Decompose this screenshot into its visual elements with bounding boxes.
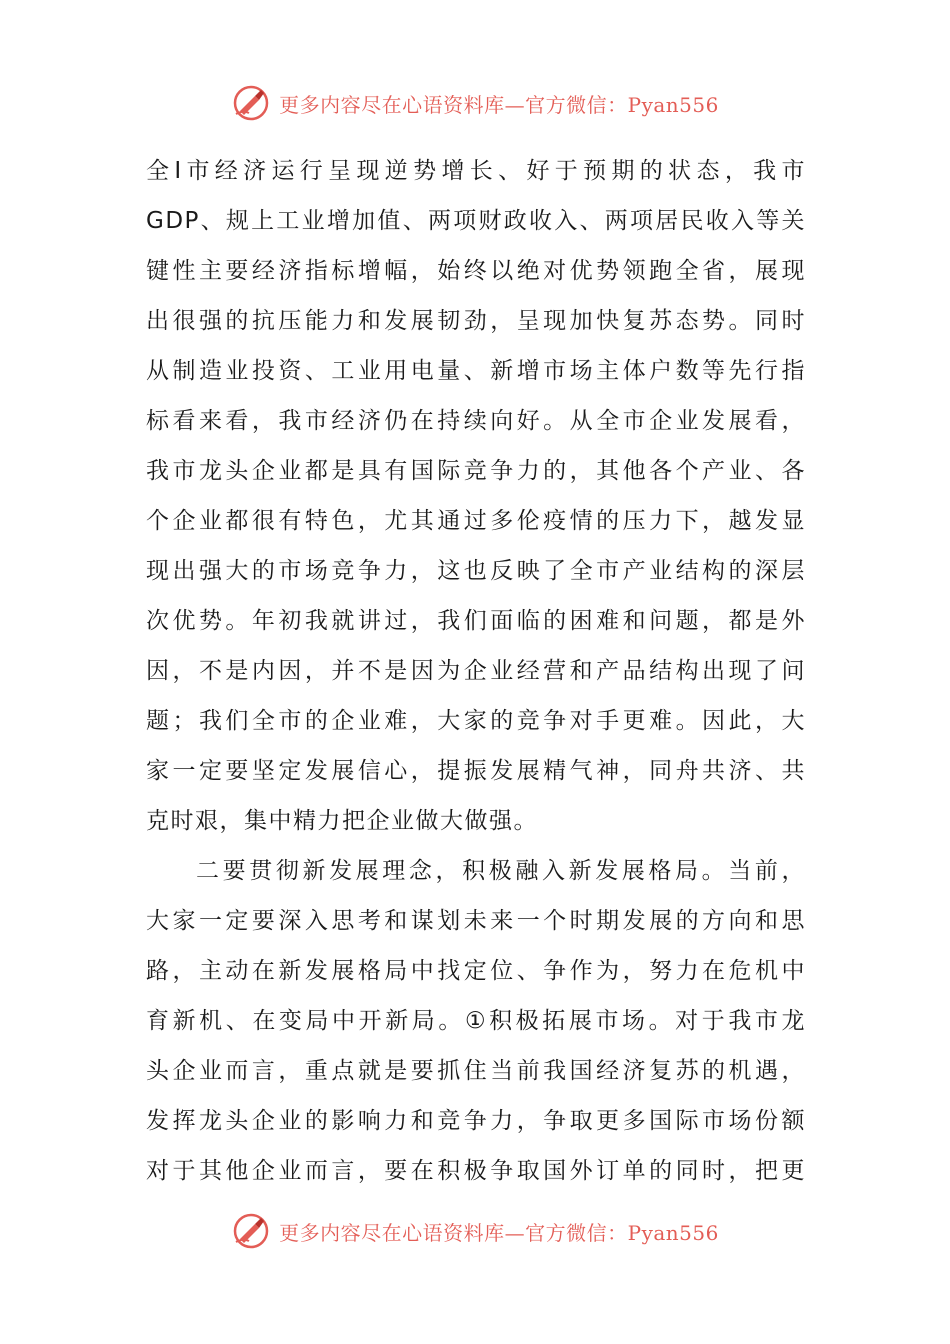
text-line: 出很强的抗压能力和发展韧劲，呈现加快复苏态势。同时 bbox=[146, 308, 806, 334]
text-line: 发挥龙头企业的影响力和竞争力，争取更多国际市场份额 bbox=[146, 1108, 806, 1134]
text-line: GDP、规上工业增加值、两项财政收入、两项居民收入等关 bbox=[146, 208, 806, 234]
text-line: 家一定要坚定发展信心，提振发展精气神，同舟共济、共 bbox=[146, 758, 806, 784]
header-watermark bbox=[0, 78, 950, 128]
text-line: 育新机、在变局中开新局。①积极拓展市场。对于我市龙 bbox=[146, 1008, 806, 1034]
text-line: 标看来看，我市经济仍在持续向好。从全市企业发展看， bbox=[146, 408, 806, 434]
text-line: 从制造业投资、工业用电量、新增市场主体户数等先行指 bbox=[146, 358, 806, 384]
text-line: 克时艰，集中精力把企业做大做强。 bbox=[146, 808, 538, 834]
text-line: 大家一定要深入思考和谋划未来一个时期发展的方向和思 bbox=[146, 908, 806, 934]
footer-watermark bbox=[0, 1206, 950, 1256]
pen-seal-icon bbox=[231, 1211, 271, 1251]
footer-watermark-text: 更多内容尽在心语资料库—官方微信：Pyan556 bbox=[279, 1220, 719, 1245]
text-line: 路，主动在新发展格局中找定位、争作为，努力在危机中 bbox=[146, 958, 806, 984]
text-line: 题；我们全市的企业难，大家的竞争对手更难。因此，大 bbox=[146, 708, 806, 734]
text-line: 个企业都很有特色，尤其通过多伦疫情的压力下，越发显 bbox=[146, 508, 806, 534]
text-line: 头企业而言，重点就是要抓住当前我国经济复苏的机遇， bbox=[146, 1058, 806, 1084]
text-line: 全I市经济运行呈现逆势增长、好于预期的状态，我市 bbox=[146, 158, 806, 184]
pen-seal-icon bbox=[231, 83, 271, 123]
text-line: 键性主要经济指标增幅，始终以绝对优势领跑全省，展现 bbox=[146, 258, 806, 284]
text-line: 对于其他企业而言，要在积极争取国外订单的同时，把更 bbox=[146, 1158, 806, 1184]
document-body bbox=[146, 146, 806, 1196]
header-watermark-text: 更多内容尽在心语资料库—官方微信：Pyan556 bbox=[279, 92, 719, 117]
text-line: 我市龙头企业都是具有国际竞争力的，其他各个产业、各 bbox=[146, 458, 806, 484]
text-line: 因，不是内因，并不是因为企业经营和产品结构出现了问 bbox=[146, 658, 806, 684]
text-line: 现出强大的市场竞争力，这也反映了全市产业结构的深层 bbox=[146, 558, 806, 584]
text-line: 次优势。年初我就讲过，我们面临的困难和问题，都是外 bbox=[146, 608, 806, 634]
paragraph-first-line: 二要贯彻新发展理念，积极融入新发展格局。当前， bbox=[196, 858, 806, 884]
